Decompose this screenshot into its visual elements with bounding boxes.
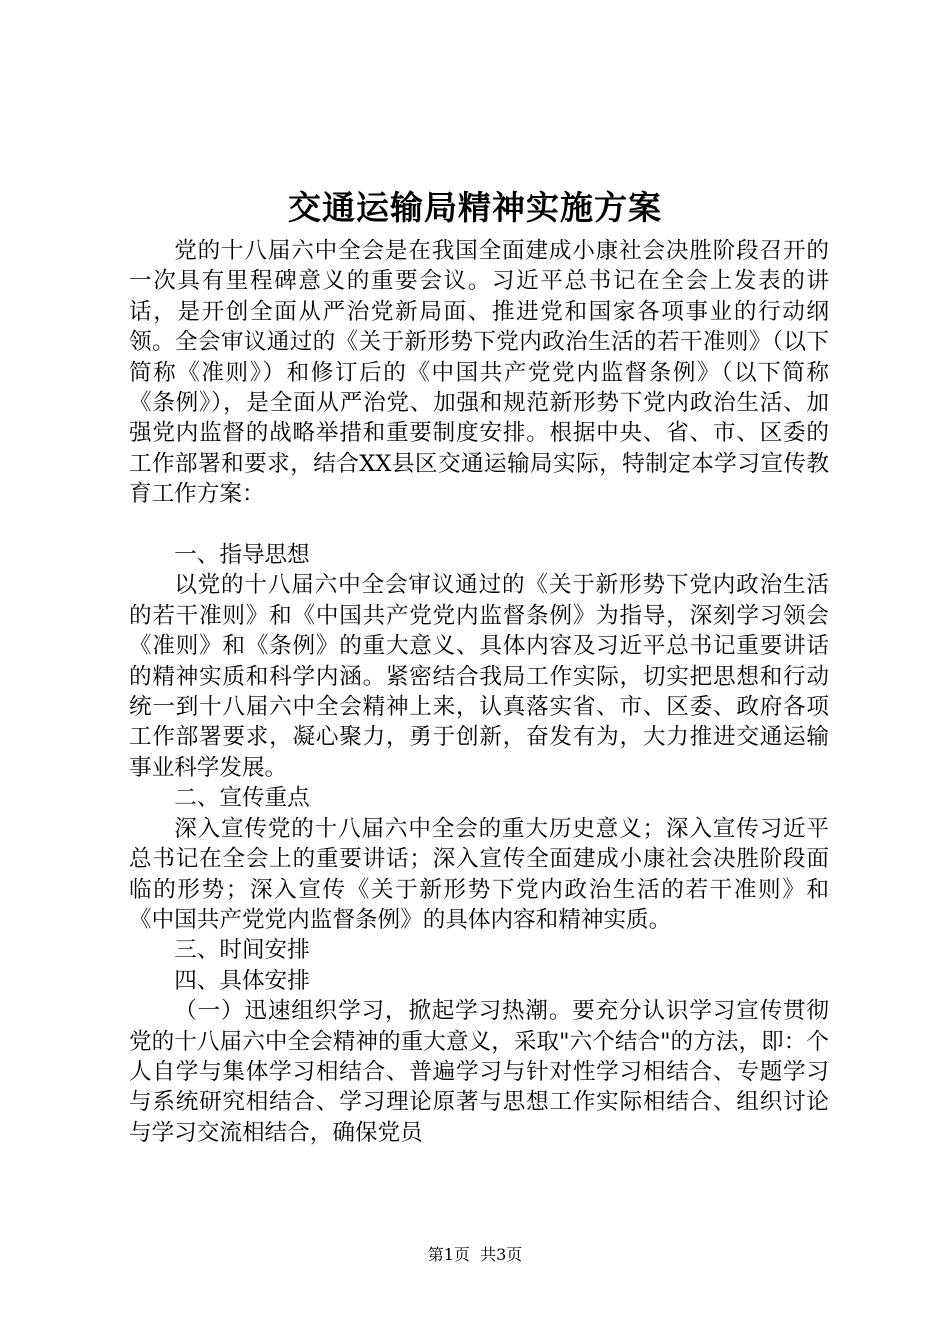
- section-paragraph-guiding-thought: 以党的十八届六中全会审议通过的《关于新形势下党内政治生活的若干准则》和《中国共产党党内监督条例》为指导，深刻学习领会《准则》和《条例》的重大意义、具体内容及习近平总书记重要讲话的精神实质和科学内涵。紧密结合我局工作实际，切实把思想和行动统一到十八届六中全会精神上来，认真落实省、市、区委、政府各项工作部署要求，凝心聚力，勇于创新，奋发有为，大力推进交通运输事业科学发展。: [129, 572, 829, 781]
- section-heading-publicity-focus: 二、宣传重点: [174, 785, 310, 812]
- intro-paragraph: 党的十八届六中全会是在我国全面建成小康社会决胜阶段召开的一次具有里程碑意义的重要会议。习近平总书记在全会上发表的讲话，是开创全面从严治党新局面、推进党和国家各项事业的行动纲领。全会审议通过的《关于新形势下党内政治生活的若干准则》（以下简称《准则》）和修订后的《中国共产党党内监督条例》（以下简称《条例》），是全面从严治党、加强和规范新形势下党内政治生活、加强党内监督的战略举措和重要制度安排。根据中央、省、市、区委的工作部署和要求，结合XX县区交通运输局实际，特制定本学习宣传教育工作方案：: [129, 238, 829, 508]
- section-heading-schedule: 三、时间安排: [174, 937, 310, 964]
- section-paragraph-arrangement-1: （一）迅速组织学习，掀起学习热潮。要充分认识学习宣传贯彻党的十八届六中全会精神的重大意义，采取"六个结合"的方法，即：个人自学与集体学习相结合、普遍学习与针对性学习相结合、专题学习与系统研究相结合、学习理论原著与思想工作实际相结合、组织讨论与学习交流相结合，确保党员: [129, 998, 829, 1146]
- page-number: 第1页: [427, 1245, 470, 1264]
- section-heading-specific-arrangements: 四、具体安排: [174, 967, 310, 994]
- document-body: [129, 236, 829, 1148]
- section-heading-guiding-thought: 一、指导思想: [174, 542, 310, 569]
- page-total: 共3页: [480, 1245, 523, 1264]
- page-footer: [0, 1245, 950, 1265]
- document-title: 交通运输局精神实施方案: [288, 188, 662, 227]
- section-paragraph-publicity-focus: 深入宣传党的十八届六中全会的重大历史意义；深入宣传习近平总书记在全会上的重要讲话；深入宣传全面建成小康社会决胜阶段面临的形势；深入宣传《关于新形势下党内政治生活的若干准则》和《中国共产党党内监督条例》的具体内容和精神实质。: [129, 815, 829, 933]
- footer-separator: [470, 1245, 480, 1264]
- paragraph-spacer: [129, 510, 829, 540]
